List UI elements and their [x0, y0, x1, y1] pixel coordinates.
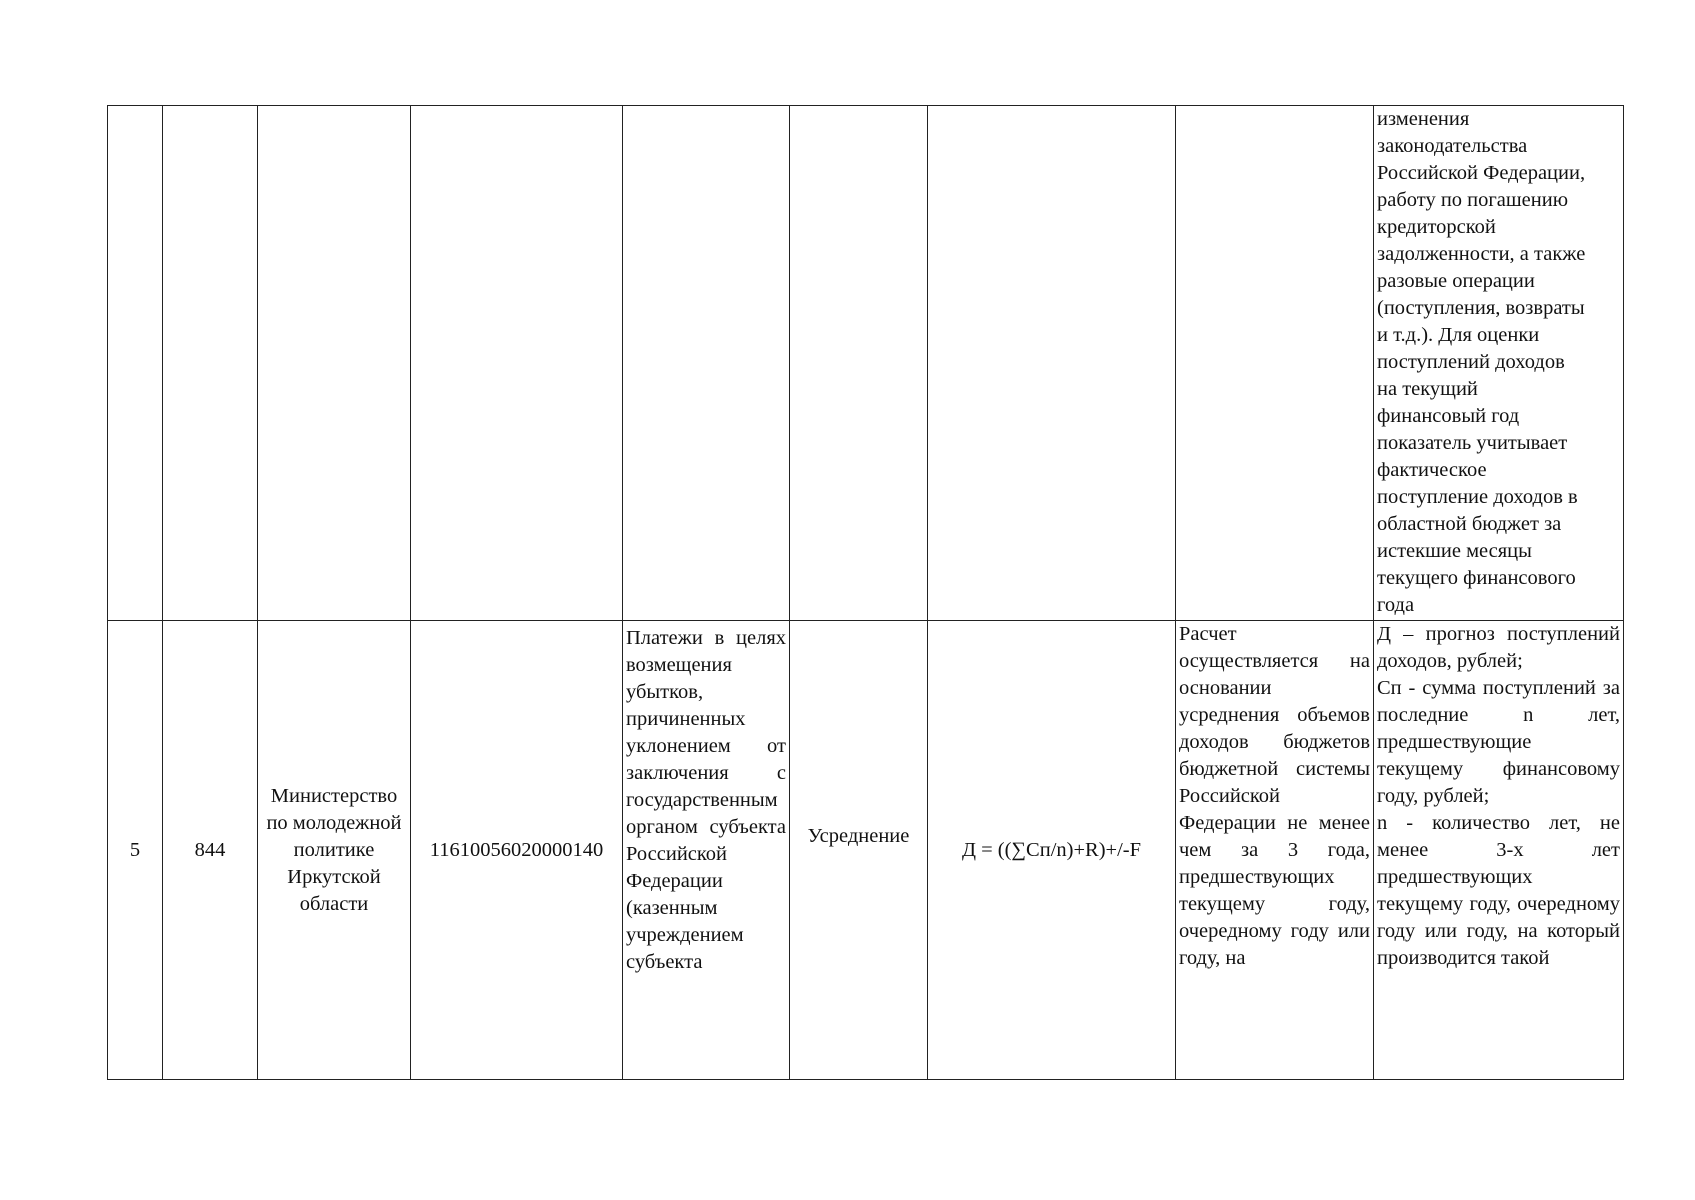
- cell-revenue-name-empty: [623, 106, 790, 621]
- cell-kbk-empty: [411, 106, 623, 621]
- description-line-3: n - количество лет, не менее 3-х лет предшествующих текущему году, очередному году или году, на который производится такой: [1377, 812, 1620, 969]
- cell-formula: Д = ((∑Сп/n)+R)+/-F: [928, 621, 1176, 1080]
- cell-number-empty: [108, 106, 163, 621]
- cell-administrator-empty: [258, 106, 411, 621]
- cell-administrator: Министерство по молодежной политике Иркутской области: [258, 621, 411, 1080]
- cell-algorithm-empty: [1176, 106, 1374, 621]
- revenue-forecast-table: [107, 105, 1624, 1080]
- table-row-5: [108, 621, 1624, 1080]
- cell-formula-empty: [928, 106, 1176, 621]
- cell-description-continuation: [1374, 106, 1624, 621]
- description-continuation-text: изменения законодательства Российской Федерации, работу по погашению кредиторской задолженности, а также разовые операции (поступления, возвраты и т.д.). Для оценки поступлений доходов на текущий финансовый год показатель учитывает фактическое поступление доходов в областной бюджет за истекшие месяцы текущего финансового года: [1377, 108, 1586, 616]
- cell-code: 844: [163, 621, 258, 1080]
- cell-algorithm: Расчет осуществляется на основании усреднения объемов доходов бюджетов бюджетной системы Российской Федерации не менее чем за 3 года, предшествующих текущему году, очередному году или году, на: [1176, 621, 1374, 1080]
- cell-method-empty: [790, 106, 928, 621]
- cell-revenue-name: Платежи в целях возмещения убытков, причиненных уклонением от заключения с государственным органом субъекта Российской Федерации (казенным учреждением субъекта: [623, 621, 790, 1080]
- description-line-2: Сп - сумма поступлений за последние n лет, предшествующие текущему финансовому году, рублей;: [1377, 677, 1620, 807]
- cell-number: 5: [108, 621, 163, 1080]
- description-line-1: Д – прогноз поступлений доходов, рублей;: [1377, 623, 1620, 672]
- cell-code-empty: [163, 106, 258, 621]
- cell-method: Усреднение: [790, 621, 928, 1080]
- table-row-continuation: [108, 106, 1624, 621]
- cell-description: [1374, 621, 1624, 1080]
- cell-kbk: 11610056020000140: [411, 621, 623, 1080]
